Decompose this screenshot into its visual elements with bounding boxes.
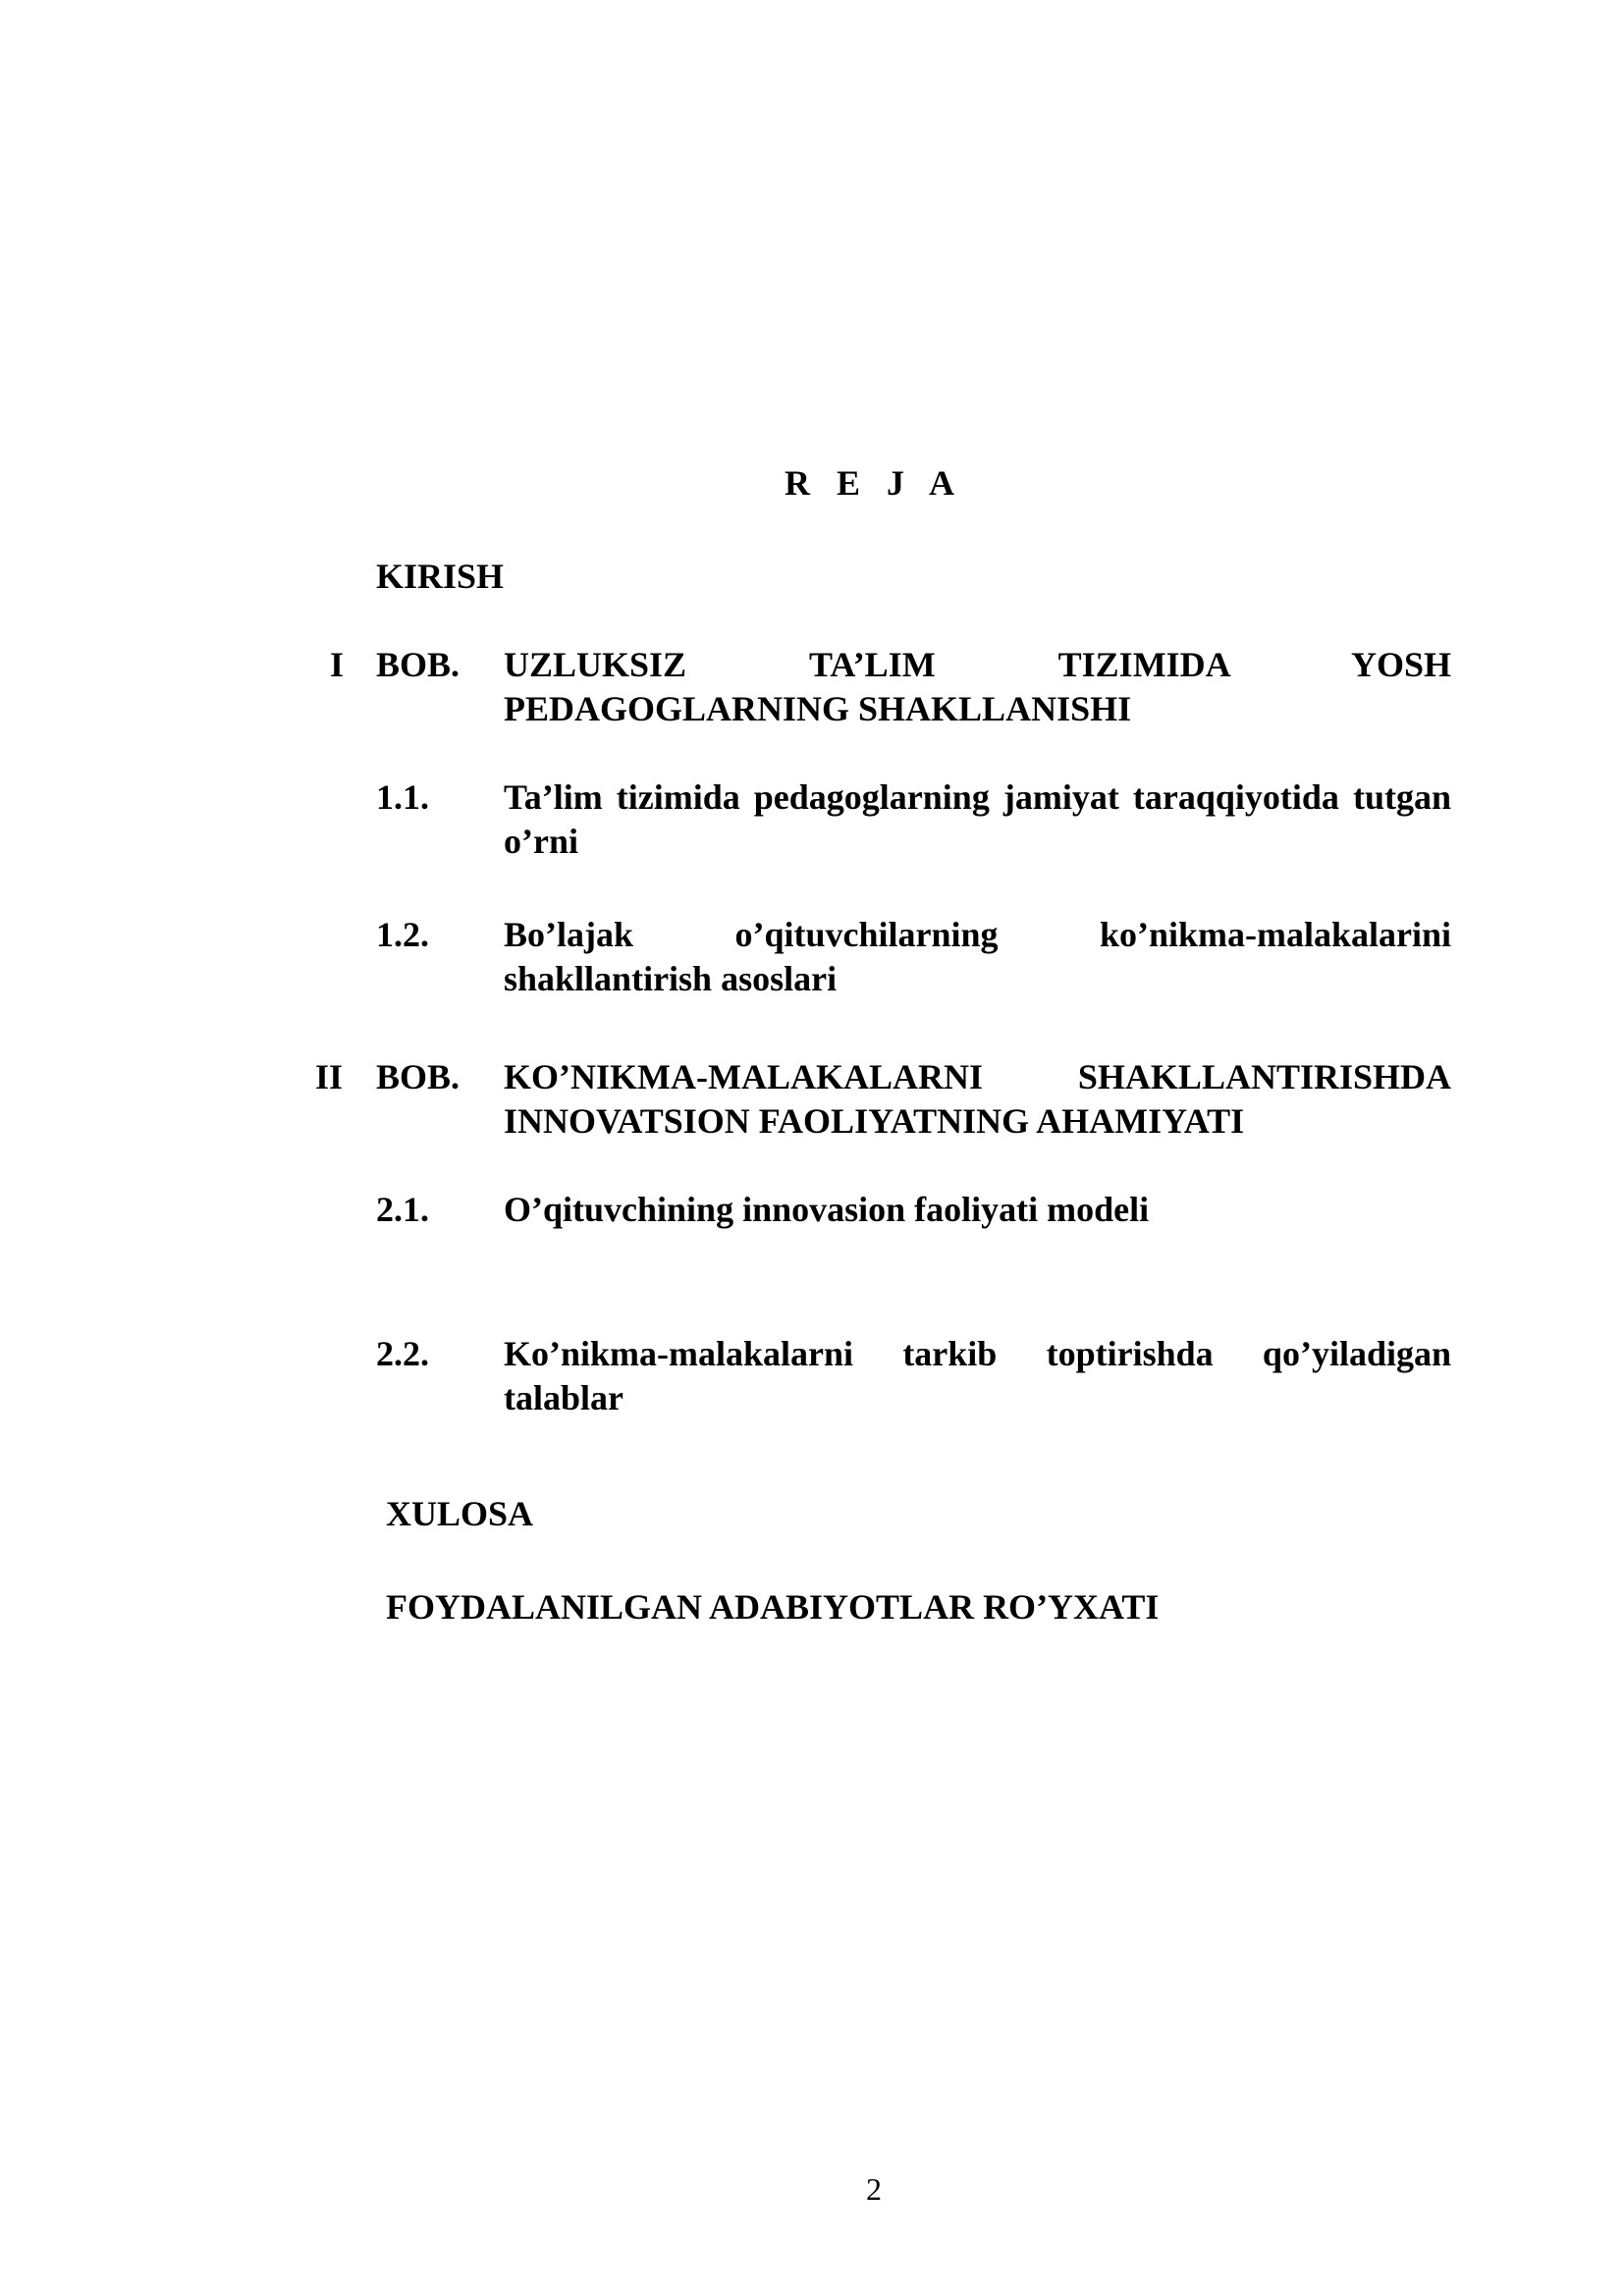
chapter-roman-numeral: I — [330, 645, 345, 684]
section-entry — [376, 1188, 1456, 1237]
references-heading: FOYDALANILGAN ADABIYOTLAR RO’YXATI — [386, 1587, 1160, 1627]
conclusion-heading: XULOSA — [386, 1494, 534, 1533]
section-number: 2.2. — [376, 1334, 429, 1373]
intro-heading: KIRISH — [376, 557, 505, 596]
section-title: Ta’lim tizimida pedagoglarning jamiyat taraqqiyotida tutgan o’rni — [504, 777, 1451, 861]
chapter-label: BOB. — [376, 645, 460, 684]
section-number: 1.1. — [376, 777, 429, 817]
section-entry — [376, 1332, 1456, 1425]
section-title: Bo’lajak o’qituvchilarning ko’nikma-malakalarini shakllantirish asoslari — [504, 915, 1451, 998]
chapter-entry — [330, 643, 1456, 736]
chapter-roman-numeral: II — [315, 1057, 344, 1096]
section-entry — [376, 775, 1456, 869]
chapter-label: BOB. — [376, 1057, 460, 1096]
page-number: 2 — [866, 2171, 882, 2207]
chapter-entry — [315, 1055, 1456, 1148]
plan-title: R E J A — [784, 463, 964, 503]
section-title: O’qituvchining innovasion faoliyati modeli — [504, 1190, 1150, 1229]
section-number: 1.2. — [376, 915, 429, 954]
section-title: Ko’nikma-malakalarni tarkib toptirishda qo’yiladigan talablar — [504, 1334, 1451, 1417]
section-entry — [376, 913, 1456, 1006]
chapter-title: UZLUKSIZ TA’LIM TIZIMIDA YOSH PEDAGOGLARNING SHAKLLANISHI — [504, 645, 1451, 728]
section-number: 2.1. — [376, 1190, 429, 1229]
chapter-title: KO’NIKMA-MALAKALARNI SHAKLLANTIRISHDA INNOVATSION FAOLIYATNING AHAMIYATI — [504, 1057, 1451, 1141]
